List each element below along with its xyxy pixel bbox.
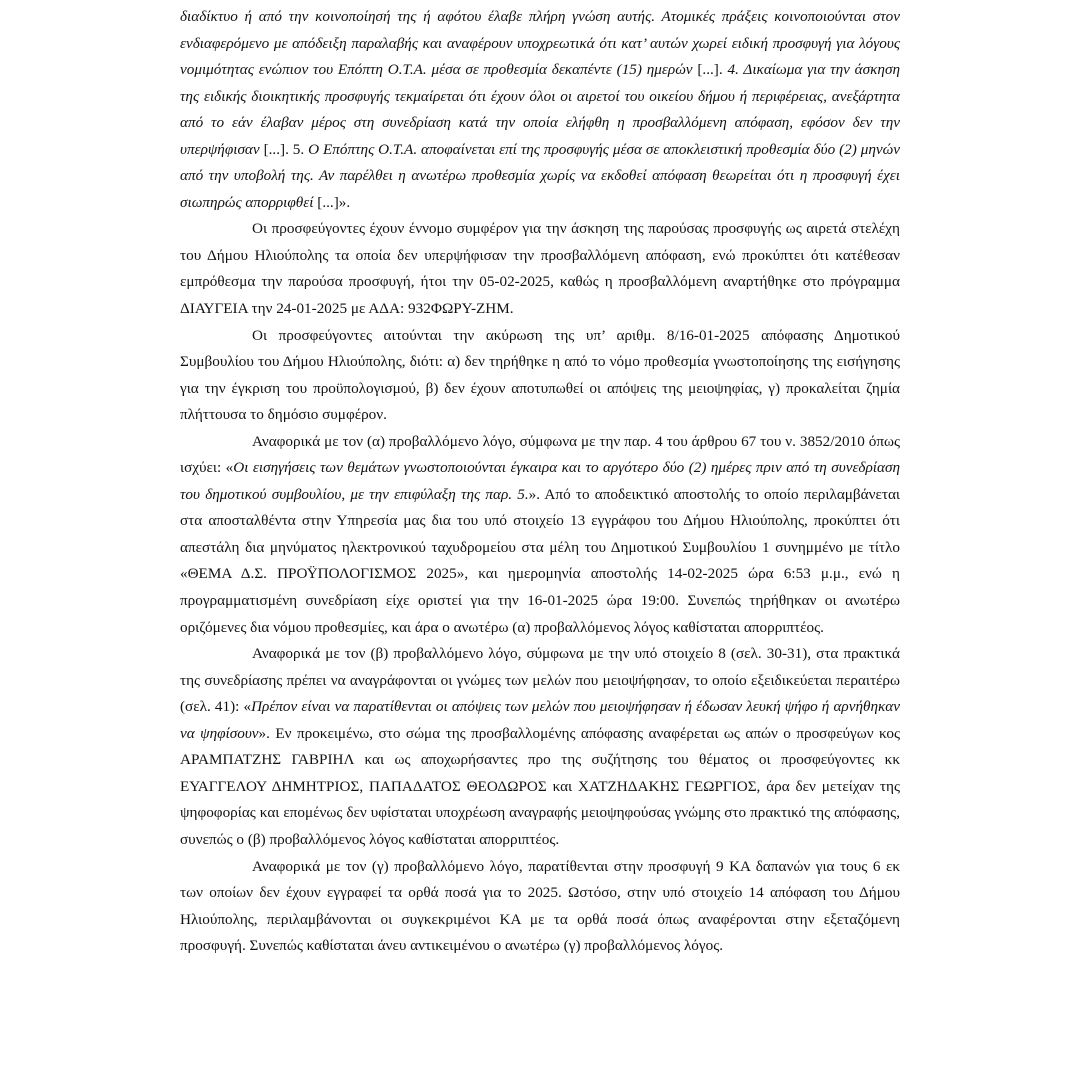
paragraph-ground-a [180,429,900,641]
text-run: 4. Δικαίωμα για την άσκηση της ειδικής διοικητικής προσφυγής τεκμαίρεται ότι έχουν όλοι οι αιρετοί του οικείου δήμου ή περιφέρειας, ανεξάρτητα από το εάν έλαβαν μέρος στη συνεδρίαση κατά την οποία ελήφθη η προσβαλλόμενη απόφαση, εφόσον δεν την υπερψήφισαν [180,61,900,158]
text-run: Ο Επόπτης Ο.Τ.Α. αποφαίνεται επί της προσφυγής μέσα σε αποκλειστική προθεσμία δύο (2) μηνών από την υποβολή της. Αν παρέλθει η ανωτέρω προθεσμία χωρίς να εκδοθεί απόφαση θεωρείται ότι η προσφυγή έχει σιωπηρώς απορριφθεί [180,140,900,211]
paragraph-annulment-request [180,323,900,429]
paragraph-ground-c [180,854,900,960]
text-run: Αναφορικά με τον (γ) προβαλλόμενο λόγο, παρατίθενται στην προσφυγή 9 ΚΑ δαπανών για τους 6 εκ των οποίων δεν έχουν εγγραφεί τα ορθά ποσά για το 2025. Ωστόσο, στην υπό στοιχείο 14 απόφαση του Δήμου Ηλιούπολης, περιλαμβάνονται οι συγκεκριμένοι ΚΑ με τα ορθά ποσά όπως αναφέρονται στην εξεταζόμενη προσφυγή. Συνεπώς καθίσταται άνευ αντικειμένου ο ανωτέρω (γ) προβαλλόμενος λόγος. [180,857,900,955]
text-run: Οι εισηγήσεις των θεμάτων γνωστοποιούνται έγκαιρα και το αργότερο δύο (2) ημέρες πριν από τη συνεδρίαση του δημοτικού συμβουλίου, με την επιφύλαξη της παρ. 5. [180,459,900,503]
text-run: διαδίκτυο ή από την κοινοποίησή της ή αφότου έλαβε πλήρη γνώση αυτής. Ατομικές πράξεις κοινοποιούνται στον ενδιαφερόμενο με απόδειξη παραλαβής και αναφέρουν υποχρεωτικά ότι κατ’ αυτών χωρεί ειδική προσφυγή για λόγους νομιμότητας ενώπιον του Επόπτη Ο.Τ.Α. μέσα σε προθεσμία δεκαπέντε (15) ημερών [180,8,900,79]
paragraph-legal-interest [180,216,900,322]
text-run: Αναφορικά με τον (α) προβαλλόμενο λόγο, σύμφωνα με την παρ. 4 του άρθρου 67 του ν. 3852/2010 όπως ισχύει: « [180,432,900,477]
text-run: Αναφορικά με τον (β) προβαλλόμενο λόγο, σύμφωνα με την υπό στοιχείο 8 (σελ. 30-31), στα πρακτικά της συνεδρίασης πρέπει να αναγράφονται οι γνώμες των μελών που μειοψήφησαν, το οποίο εξειδικεύεται περαιτέρω (σελ. 41): « [180,645,900,716]
text-run: [...]». [317,193,351,211]
text-run: Οι προσφεύγοντες αιτούνται την ακύρωση της υπ’ αριθμ. 8/16-01-2025 απόφασης Δημοτικού Συμβουλίου του Δήμου Ηλιούπολης, διότι: α) δεν τηρήθηκε η από το νόμο προθεσμία γνωστοποίησης της εισήγησης για την έγκριση του προϋπολογισμού, β) δεν έχουν αποτυπωθεί οι απόψεις της μειοψηφίας, γ) προκαλείται ζημία πλήττουσα το δημόσιο συμφέρον. [180,326,900,424]
text-run: [...]. [697,61,723,79]
text-run: ». Από το αποδεικτικό αποστολής το οποίο περιλαμβάνεται στα αποσταλθέντα στην Υπηρεσία μας δια του υπό στοιχείο 13 εγγράφου του Δήμου Ηλιούπολης, προκύπτει ότι απεστάλη δια μηνύματος ηλεκτρονικού ταχυδρομείου στα μέλη του Δημοτικού Συμβουλίου 1 συνημμένο με τίτλο «ΘΕΜΑ Δ.Σ. ΠΡΟΫΠΟΛΟΓΙΣΜΟΣ 2025», και ημερομηνία αποστολής 14-02-2025 ώρα 6:53 μ.μ., ενώ η προγραμματισμένη συνεδρίαση είχε οριστεί για την 16-01-2025 ώρα 19:00. Συνεπώς τηρήθηκαν οι ανωτέρω οριζόμενες δια νόμου προθεσμίες, και άρα ο ανωτέρω (α) προβαλλόμενος λόγος καθίσταται απορριπτέος. [180,485,900,636]
text-run: ». Εν προκειμένω, στο σώμα της προσβαλλομένης απόφασης αναφέρεται ως απών ο προσφεύγων κος ΑΡΑΜΠΑΤΖΗΣ ΓΑΒΡΙΗΛ και ως αποχωρήσαντες προ της συζήτησης του θέματος οι προσφεύγοντες κκ ΕΥΑΓΓΕΛΟΥ ΔΗΜΗΤΡΙΟΣ, ΠΑΠΑΔΑΤΟΣ ΘΕΟΔΩΡΟΣ και ΧΑΤΖΗΔΑΚΗΣ ΓΕΩΡΓΙΟΣ, άρα δεν μετείχαν της ψηφοφορίας και επομένως δεν υφίσταται υποχρέωση αναγραφής μειοψηφούσας γνώμης στο πρακτικό της απόφασης, συνεπώς ο (β) προβαλλόμενος λόγος καθίσταται απορριπτέος. [180,724,900,848]
document-page [180,4,900,960]
paragraph-ground-b [180,641,900,853]
text-run: Πρέπον είναι να παρατίθενται οι απόψεις των μελών που μειοψήφησαν ή έδωσαν λευκή ψήφο ή αρνήθηκαν να ψηφίσουν [180,698,900,742]
text-run: [...]. 5. [263,140,309,158]
text-run: Οι προσφεύγοντες έχουν έννομο συμφέρον για την άσκηση της παρούσας προσφυγής ως αιρετά στελέχη του Δήμου Ηλιούπολης τα οποία δεν υπερψήφισαν την προσβαλλόμενη απόφαση, ενώ προκύπτει ότι κατέθεσαν εμπρόθεσμα την παρούσα προσφυγή, ήτοι την 05-02-2025, καθώς η προσβαλλόμενη αναρτήθηκε στο πρόγραμμα ΔΙΑΥΓΕΙΑ την 24-01-2025 με ΑΔΑ: 932ΦΩΡΥ-ΖΗΜ. [180,220,900,318]
paragraph-quote-continuation [180,4,900,216]
